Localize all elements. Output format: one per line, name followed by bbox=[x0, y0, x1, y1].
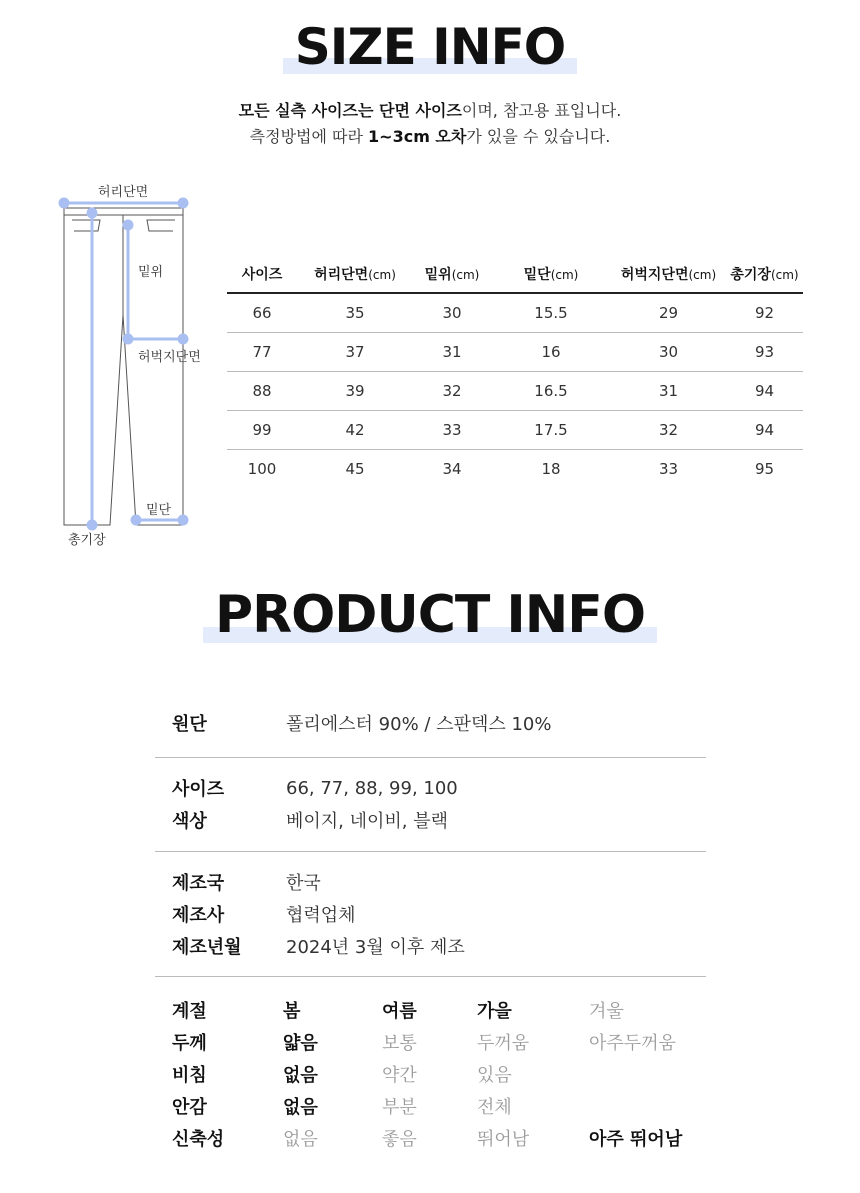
label-length: 총기장 bbox=[68, 533, 106, 548]
attribute-option: 있음 bbox=[477, 1065, 512, 1086]
attribute-option: 없음 bbox=[283, 1065, 318, 1086]
table-cell: 88 bbox=[227, 371, 297, 410]
attribute-option: 없음 bbox=[283, 1129, 318, 1150]
attribute-option: 아주 뛰어남 bbox=[589, 1129, 683, 1150]
notice-text: 측정방법에 따라 bbox=[249, 127, 369, 146]
label-thigh: 허벅지단면 bbox=[138, 350, 201, 365]
info-label: 제조사 bbox=[172, 905, 225, 926]
table-row bbox=[227, 293, 803, 332]
table-row bbox=[227, 410, 803, 449]
table-cell: 39 bbox=[297, 371, 413, 410]
table-cell: 37 bbox=[297, 332, 413, 371]
table-cell: 94 bbox=[726, 410, 803, 449]
table-cell: 100 bbox=[247, 459, 277, 478]
notice-line-1 bbox=[0, 98, 860, 124]
size-table-column-header bbox=[611, 255, 726, 293]
label-waist: 허리단면 bbox=[98, 185, 149, 200]
table-cell: 94 bbox=[726, 371, 803, 410]
table-cell: 33 bbox=[413, 410, 491, 449]
attribute-option: 겨울 bbox=[589, 1001, 624, 1022]
attribute-option: 얇음 bbox=[283, 1033, 318, 1054]
column-name: 총기장 bbox=[730, 266, 771, 283]
attribute-label: 신축성 bbox=[172, 1129, 225, 1150]
column-unit: (cm) bbox=[770, 267, 799, 282]
notice-line-2 bbox=[0, 124, 860, 150]
info-value: 협력업체 bbox=[286, 905, 356, 926]
table-cell: 29 bbox=[611, 293, 726, 332]
size-table-column-header bbox=[491, 255, 611, 293]
label-rise: 밑위 bbox=[138, 265, 164, 280]
attribute-row bbox=[155, 1026, 715, 1058]
column-unit: (cm) bbox=[688, 267, 717, 282]
info-label: 사이즈 bbox=[172, 779, 225, 800]
info-label: 원단 bbox=[172, 714, 207, 735]
table-cell: 31 bbox=[611, 371, 726, 410]
manufacture-section bbox=[155, 852, 706, 977]
column-unit: (cm) bbox=[550, 267, 579, 282]
attribute-label: 비침 bbox=[172, 1065, 207, 1086]
table-row bbox=[227, 332, 803, 371]
column-name: 허리단면 bbox=[314, 266, 369, 283]
notice-emphasis: 1~3cm 오차 bbox=[368, 127, 467, 146]
notice-text: 가 있을 수 있습니다. bbox=[466, 127, 611, 146]
attribute-option: 좋음 bbox=[382, 1129, 417, 1150]
table-cell: 93 bbox=[726, 332, 803, 371]
table-cell: 34 bbox=[442, 459, 462, 478]
attribute-option: 전체 bbox=[477, 1097, 512, 1118]
table-cell: 30 bbox=[611, 332, 726, 371]
pants-measurement-diagram bbox=[50, 175, 220, 555]
info-label: 제조국 bbox=[172, 873, 225, 894]
table-cell: 33 bbox=[658, 459, 679, 478]
table-cell: 35 bbox=[297, 293, 413, 332]
attribute-option: 두꺼움 bbox=[477, 1033, 530, 1054]
table-cell: 99 bbox=[227, 410, 297, 449]
size-table-column-header bbox=[413, 255, 491, 293]
table-cell: 45 bbox=[345, 459, 365, 478]
label-hem: 밑단 bbox=[146, 503, 172, 518]
info-label: 색상 bbox=[172, 811, 207, 832]
table-cell: 16 bbox=[491, 332, 611, 371]
info-value: 베이지, 네이비, 블랙 bbox=[286, 811, 448, 832]
table-cell: 92 bbox=[726, 293, 803, 332]
size-table-header bbox=[227, 255, 803, 293]
table-cell: 18 bbox=[541, 459, 561, 478]
info-value: 66, 77, 88, 99, 100 bbox=[286, 777, 458, 799]
size-notice bbox=[0, 98, 860, 150]
attribute-option: 여름 bbox=[382, 1001, 417, 1022]
table-cell: 32 bbox=[413, 371, 491, 410]
attribute-option: 봄 bbox=[283, 1001, 301, 1022]
info-row-fabric bbox=[155, 707, 706, 739]
info-row-maker bbox=[155, 898, 706, 930]
table-row bbox=[227, 449, 803, 488]
table-cell: 95 bbox=[754, 459, 775, 478]
fabric-section bbox=[155, 690, 706, 758]
column-name: 허벅지단면 bbox=[620, 266, 689, 283]
attribute-option: 없음 bbox=[283, 1097, 318, 1118]
size-info-title: SIZE INFO bbox=[294, 18, 566, 76]
attribute-row bbox=[155, 994, 715, 1026]
size-info-heading bbox=[0, 18, 860, 76]
info-value: 폴리에스터 90% / 스판덱스 10% bbox=[286, 714, 552, 735]
attribute-row bbox=[155, 1122, 715, 1154]
info-row-size bbox=[155, 772, 706, 804]
attribute-label: 계절 bbox=[172, 1001, 207, 1022]
column-name: 밑단 bbox=[523, 266, 551, 283]
size-table-column-header bbox=[227, 255, 297, 293]
table-cell: 66 bbox=[227, 293, 297, 332]
info-value: 한국 bbox=[286, 873, 321, 894]
table-cell: 15.5 bbox=[491, 293, 611, 332]
info-row-color bbox=[155, 804, 706, 836]
table-cell: 17.5 bbox=[491, 410, 611, 449]
table-cell: 77 bbox=[227, 332, 297, 371]
attribute-option: 뛰어남 bbox=[477, 1129, 530, 1150]
column-unit: (cm) bbox=[451, 267, 480, 282]
column-name: 사이즈 bbox=[241, 266, 283, 283]
attribute-option: 부분 bbox=[382, 1097, 417, 1118]
table-cell: 16.5 bbox=[491, 371, 611, 410]
info-label: 제조년월 bbox=[172, 937, 242, 958]
size-table bbox=[227, 255, 803, 488]
size-table-column-header bbox=[297, 255, 413, 293]
info-row-date bbox=[155, 930, 706, 962]
attribute-option: 약간 bbox=[382, 1065, 417, 1086]
table-cell: 42 bbox=[297, 410, 413, 449]
table-row bbox=[227, 371, 803, 410]
column-name: 밑위 bbox=[424, 266, 452, 283]
table-cell: 30 bbox=[413, 293, 491, 332]
attribute-row bbox=[155, 1058, 715, 1090]
attribute-option: 가을 bbox=[477, 1001, 512, 1022]
info-row-country bbox=[155, 866, 706, 898]
notice-text: 이며, 참고용 표입니다. bbox=[461, 101, 622, 120]
product-info-heading bbox=[0, 585, 860, 645]
attribute-label: 두께 bbox=[172, 1033, 207, 1054]
attribute-option: 아주두꺼움 bbox=[589, 1033, 676, 1054]
attribute-label: 안감 bbox=[172, 1097, 207, 1118]
table-cell: 32 bbox=[611, 410, 726, 449]
size-table-column-header bbox=[726, 255, 803, 293]
size-color-section bbox=[155, 758, 706, 852]
attribute-option: 보통 bbox=[382, 1033, 417, 1054]
notice-emphasis: 모든 실측 사이즈는 단면 사이즈 bbox=[238, 101, 462, 120]
info-value: 2024년 3월 이후 제조 bbox=[286, 937, 465, 958]
attribute-row bbox=[155, 1090, 715, 1122]
product-info-title: PRODUCT INFO bbox=[214, 585, 646, 645]
column-unit: (cm) bbox=[368, 267, 396, 282]
product-attributes bbox=[155, 994, 715, 1154]
table-cell: 31 bbox=[413, 332, 491, 371]
size-table-body bbox=[227, 293, 803, 488]
pants-outline-icon bbox=[50, 175, 220, 555]
